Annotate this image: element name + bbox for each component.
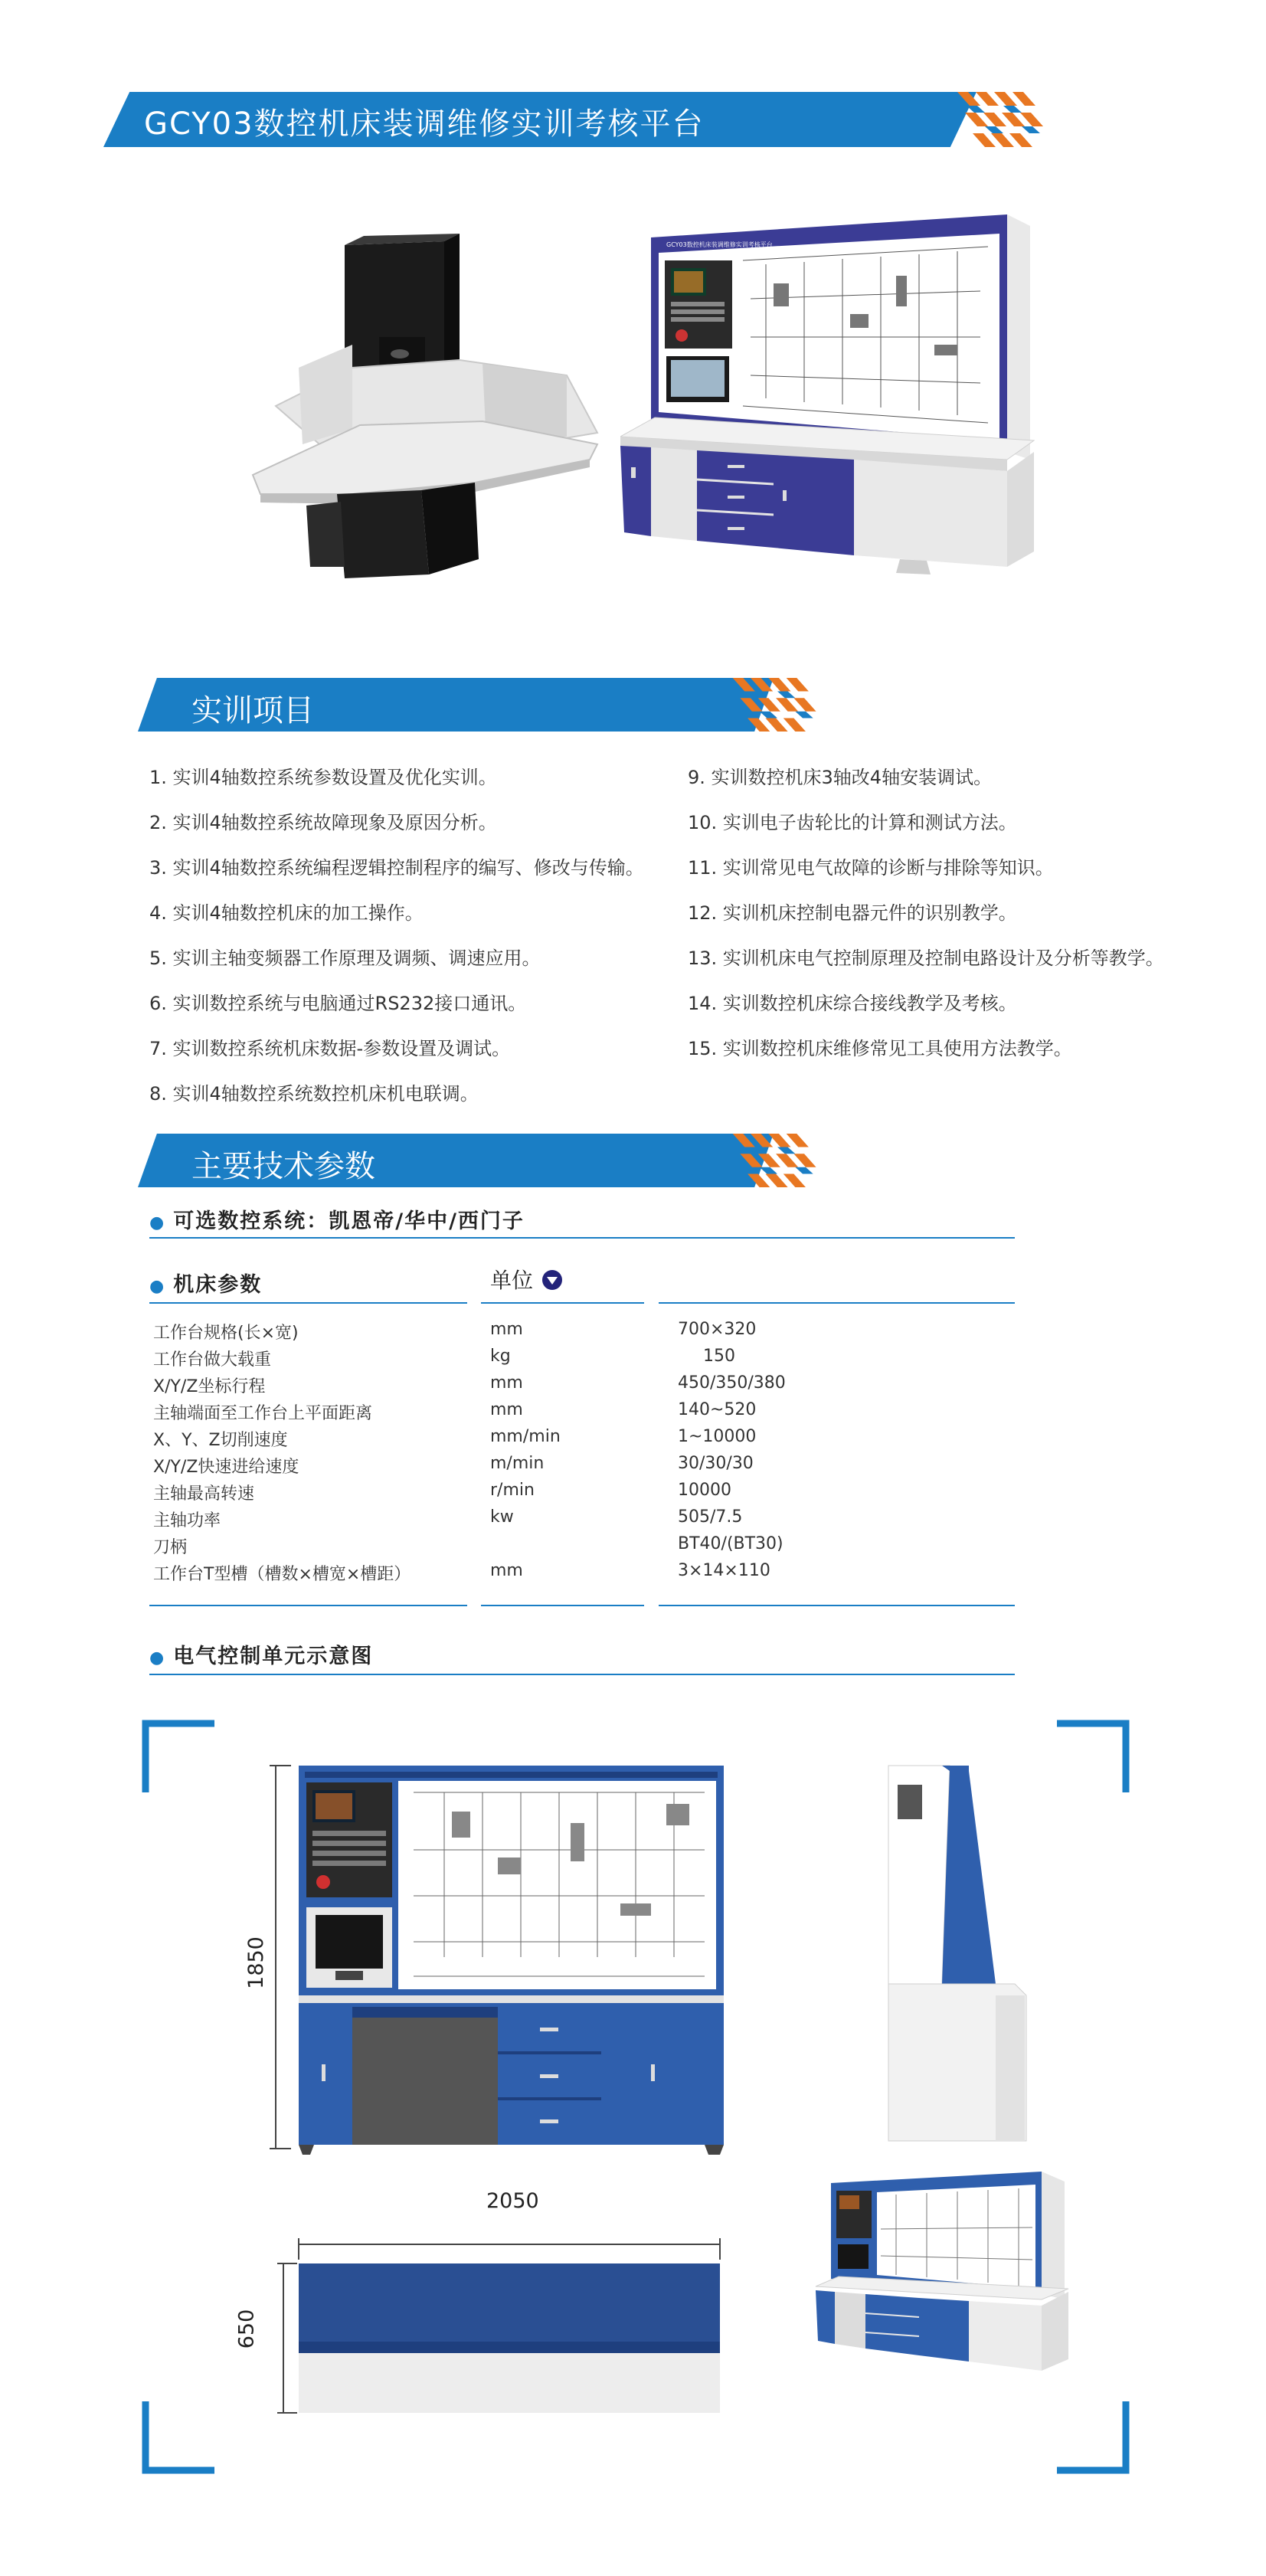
list-item: 2. 实训4轴数控系统故障现象及原因分析。 bbox=[149, 812, 497, 833]
cabinet-front-view bbox=[268, 1758, 728, 2160]
divider bbox=[149, 1605, 467, 1606]
spec-unit: mm bbox=[490, 1561, 523, 1580]
list-item: 8. 实训4轴数控系统数控机床机电联调。 bbox=[149, 1083, 479, 1105]
bullet-icon: ● bbox=[149, 1277, 166, 1296]
param-column-header: ● 机床参数 bbox=[149, 1273, 263, 1297]
spec-unit: r/min bbox=[490, 1481, 535, 1500]
corner-bracket bbox=[1057, 1720, 1130, 1792]
stripes-decoration bbox=[957, 92, 1049, 147]
spec-value: 3×14×110 bbox=[678, 1561, 770, 1580]
height-dimension: 1850 bbox=[244, 1936, 268, 1989]
spec-unit: mm bbox=[490, 1320, 523, 1339]
page-title: GCY03数控机床装调维修实训考核平台 bbox=[144, 106, 705, 142]
stripes-decoration bbox=[731, 678, 823, 732]
spec-value: 30/30/30 bbox=[678, 1454, 754, 1473]
spec-name: 刀柄 bbox=[153, 1538, 188, 1557]
cabinet-panel-title: GCY03数控机床装调维修实训考核平台 bbox=[666, 241, 773, 248]
list-item: 10. 实训电子齿轮比的计算和测试方法。 bbox=[688, 812, 1017, 833]
list-item: 9. 实训数控机床3轴改4轴安装调试。 bbox=[688, 767, 993, 788]
corner-bracket bbox=[142, 2401, 214, 2474]
diagram-heading: ● 电气控制单元示意图 bbox=[149, 1645, 374, 1668]
list-item: 14. 实训数控机床综合接线教学及考核。 bbox=[688, 993, 1017, 1014]
spec-value: BT40/(BT30) bbox=[678, 1534, 783, 1553]
spec-value: 450/350/380 bbox=[678, 1373, 786, 1393]
spec-value: 10000 bbox=[678, 1481, 731, 1500]
list-item: 11. 实训常见电气故障的诊断与排除等知识。 bbox=[688, 857, 1054, 879]
stripes-decoration bbox=[731, 1134, 823, 1187]
spec-name: X/Y/Z坐标行程 bbox=[153, 1377, 266, 1396]
cnc-system-label: ● 可选数控系统：凯恩帝/华中/西门子 bbox=[149, 1209, 525, 1233]
spec-unit: mm/min bbox=[490, 1427, 561, 1446]
depth-dimension: 650 bbox=[234, 2309, 259, 2349]
spec-value: 505/7.5 bbox=[678, 1507, 743, 1527]
list-item: 1. 实训4轴数控系统参数设置及优化实训。 bbox=[149, 767, 497, 788]
corner-bracket bbox=[142, 1720, 214, 1792]
cabinet-perspective-view bbox=[812, 2168, 1088, 2405]
spec-unit: kw bbox=[490, 1507, 514, 1527]
spec-unit: kg bbox=[490, 1347, 511, 1366]
list-item: 3. 实训4轴数控系统编程逻辑控制程序的编写、修改与传输。 bbox=[149, 857, 644, 879]
spec-name: 主轴功率 bbox=[153, 1511, 221, 1530]
width-dimension: 2050 bbox=[486, 2189, 539, 2213]
spec-name: 主轴最高转速 bbox=[153, 1484, 255, 1504]
specs-heading: 主要技术参数 bbox=[191, 1149, 375, 1184]
spec-unit: mm bbox=[490, 1400, 523, 1419]
cabinet-top-view bbox=[253, 2237, 728, 2421]
training-heading: 实训项目 bbox=[191, 693, 314, 728]
chevron-down-icon bbox=[541, 1269, 563, 1291]
spec-value: 140~520 bbox=[678, 1400, 757, 1419]
spec-name: X、Y、Z切削速度 bbox=[153, 1431, 288, 1450]
spec-value: 150 bbox=[703, 1347, 735, 1366]
divider bbox=[481, 1302, 644, 1304]
divider bbox=[659, 1302, 1015, 1304]
spec-name: 工作台T型槽（槽数×槽宽×槽距） bbox=[153, 1565, 411, 1584]
spec-value: 700×320 bbox=[678, 1320, 757, 1339]
spec-name: 工作台做大载重 bbox=[153, 1350, 272, 1370]
spec-name: 主轴端面至工作台上平面距离 bbox=[153, 1404, 373, 1423]
list-item: 12. 实训机床控制电器元件的识别教学。 bbox=[688, 902, 1017, 924]
divider bbox=[659, 1605, 1015, 1606]
divider bbox=[149, 1674, 1015, 1675]
bullet-icon: ● bbox=[149, 1648, 166, 1668]
spec-name: 工作台规格(长×宽) bbox=[153, 1324, 299, 1343]
training-cabinet-illustration bbox=[620, 207, 1049, 651]
list-item: 4. 实训4轴数控机床的加工操作。 bbox=[149, 902, 424, 924]
list-item: 15. 实训数控机床维修常见工具使用方法教学。 bbox=[688, 1038, 1072, 1059]
spec-unit: mm bbox=[490, 1373, 523, 1393]
list-item: 6. 实训数控系统与电脑通过RS232接口通讯。 bbox=[149, 993, 527, 1014]
list-item: 7. 实训数控系统机床数据-参数设置及调试。 bbox=[149, 1038, 511, 1059]
cnc-mill-illustration bbox=[230, 230, 613, 590]
spec-value: 1~10000 bbox=[678, 1427, 757, 1446]
spec-unit: m/min bbox=[490, 1454, 545, 1473]
cabinet-side-view bbox=[881, 1762, 1034, 2160]
unit-column-header: 单位 bbox=[490, 1264, 563, 1295]
list-item: 5. 实训主轴变频器工作原理及调频、调速应用。 bbox=[149, 948, 541, 969]
spec-name: X/Y/Z快速进给速度 bbox=[153, 1458, 299, 1477]
list-item: 13. 实训机床电气控制原理及控制电路设计及分析等教学。 bbox=[688, 948, 1164, 969]
divider bbox=[481, 1605, 644, 1606]
bullet-icon: ● bbox=[149, 1213, 166, 1232]
divider bbox=[149, 1302, 467, 1304]
divider bbox=[149, 1237, 1015, 1239]
corner-bracket bbox=[1057, 2401, 1130, 2474]
